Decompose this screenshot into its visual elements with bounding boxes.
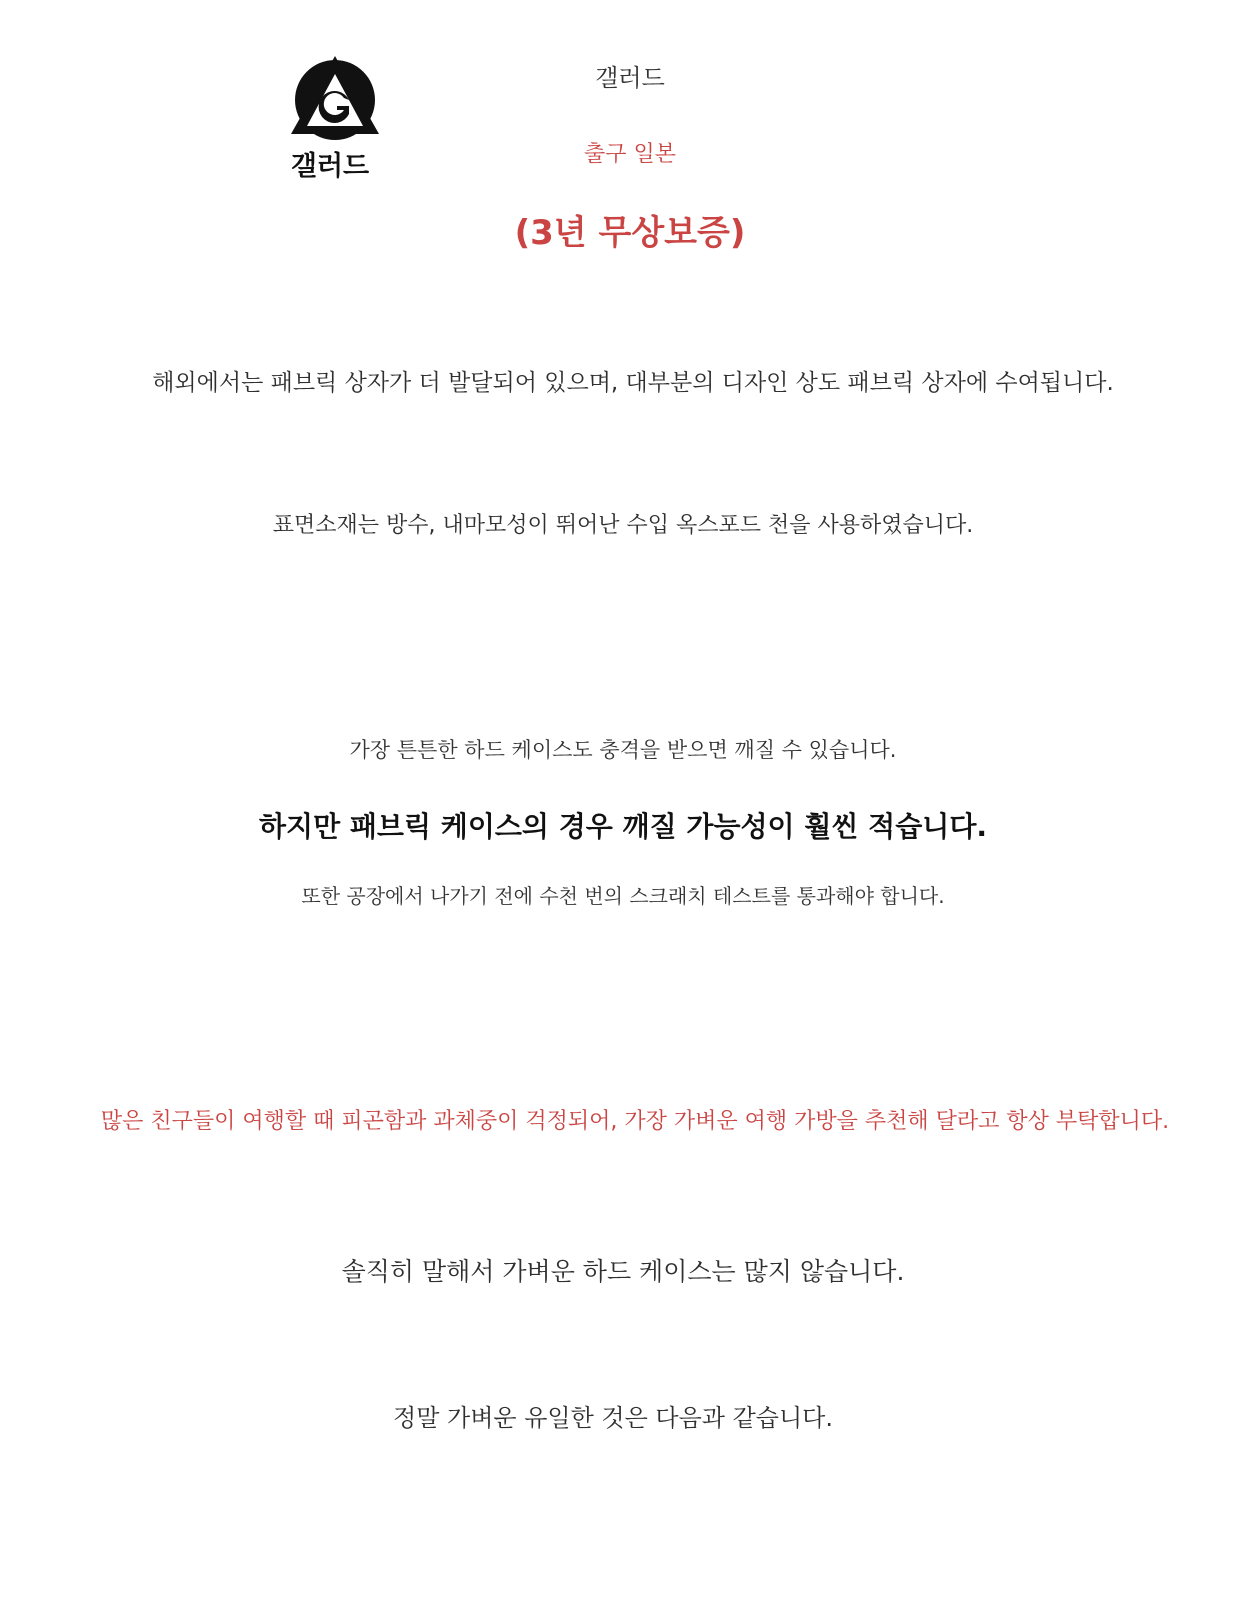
brand-logo	[285, 52, 385, 144]
paragraph-truly-light: 정말 가벼운 유일한 것은 다음과 같습니다.	[393, 1404, 833, 1432]
origin-label: 출구 일본	[583, 142, 676, 167]
paragraph-hard-case: 가장 튼튼한 하드 케이스도 충격을 받으면 깨질 수 있습니다.	[349, 738, 897, 762]
logo-text: 갤러드	[290, 151, 370, 182]
paragraph-material: 표면소재는 방수, 내마모성이 뛰어난 수입 옥스포드 천을 사용하였습니다.	[272, 513, 974, 538]
brand-name: 갤러드	[595, 64, 665, 92]
paragraph-fabric-emphasis: 하지만 패브릭 케이스의 경우 깨질 가능성이 훨씬 적습니다.	[258, 810, 988, 843]
paragraph-light-hard-case: 솔직히 말해서 가벼운 하드 케이스는 많지 않습니다.	[341, 1257, 905, 1286]
triangle-g-logo-icon	[285, 52, 385, 144]
paragraph-fabric-box: 해외에서는 패브릭 상자가 더 발달되어 있으며, 대부분의 디자인 상도 패브릭 상자에 수여됩니다.	[152, 370, 1114, 396]
paragraph-scratch-test: 또한 공장에서 나가기 전에 수천 번의 스크래치 테스트를 통과해야 합니다.	[301, 884, 945, 908]
warranty-heading: (3년 무상보증)	[514, 213, 746, 253]
paragraph-travel-request: 많은 친구들이 여행할 때 피곤함과 과체중이 걱정되어, 가장 가벼운 여행 가방을 추천해 달라고 항상 부탁합니다.	[100, 1109, 1170, 1134]
